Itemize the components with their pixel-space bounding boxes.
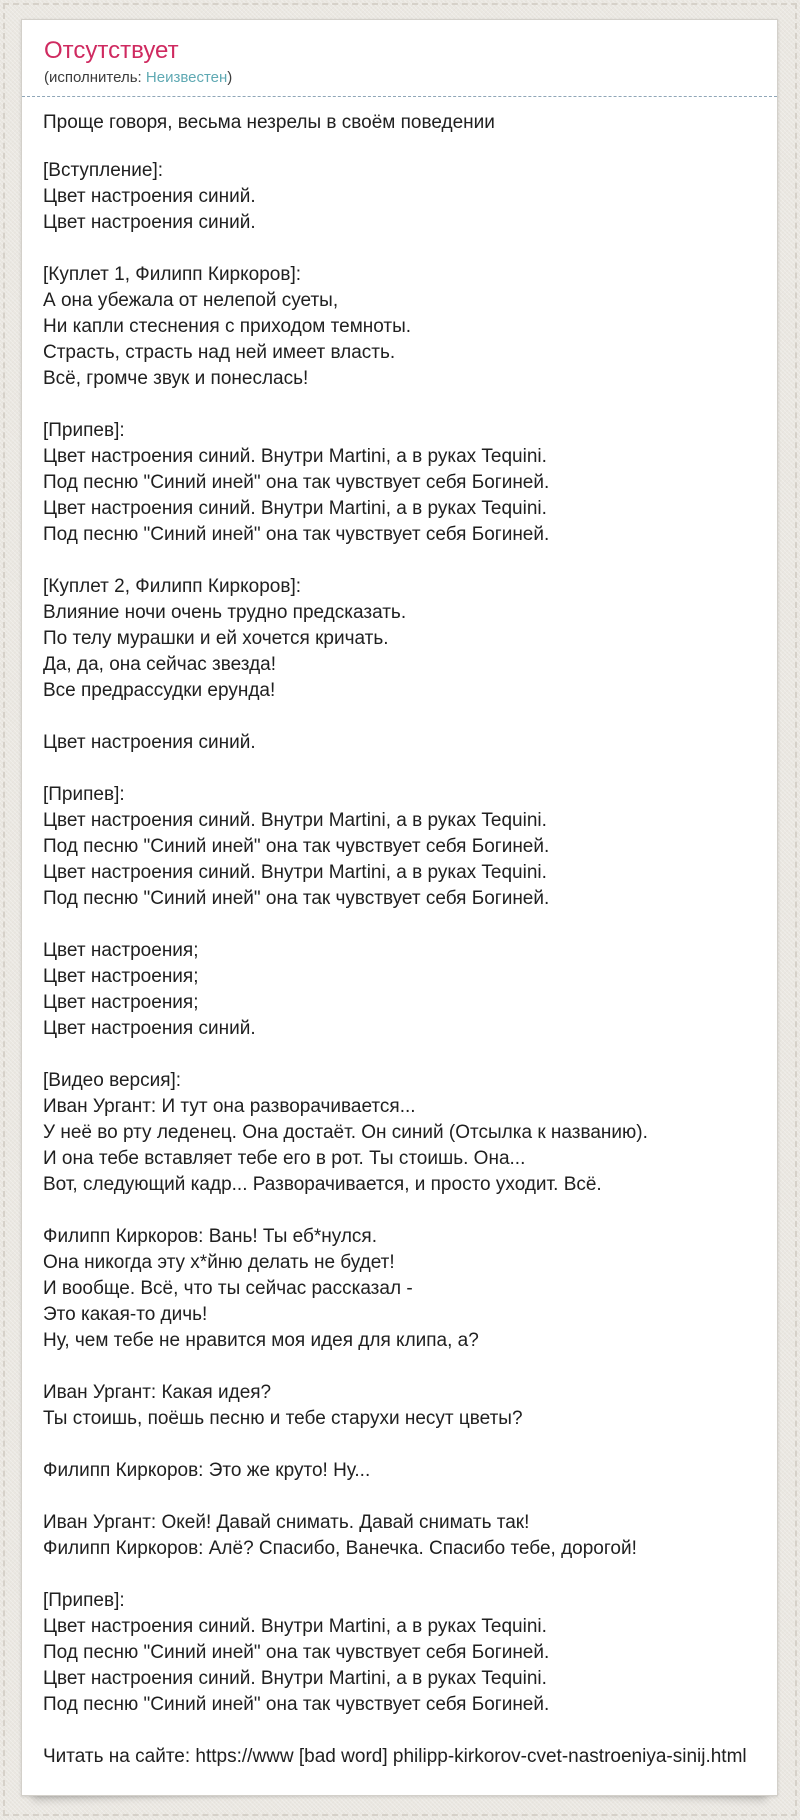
lyric-line bbox=[43, 236, 755, 262]
lyric-line bbox=[43, 1562, 755, 1588]
lyric-line: Ты стоишь, поёшь песню и тебе старухи несут цветы? bbox=[43, 1408, 523, 1429]
lyric-line: Цвет настроения; bbox=[43, 966, 199, 987]
lyric-line bbox=[43, 756, 755, 782]
section-label-line: [Припев]: bbox=[43, 784, 125, 805]
lyric-line: Все предрассудки ерунда! bbox=[43, 680, 276, 701]
lyric-line: Цвет настроения; bbox=[43, 940, 199, 961]
lyrics-intro-line: Проще говоря, весьма незрелы в своём поведении bbox=[43, 112, 495, 133]
lyric-line: Под песню "Синий иней" она так чувствует себя Богиней. bbox=[43, 1642, 550, 1663]
lyric-line: Цвет настроения синий. Внутри Martini, а в руках Tequini. bbox=[43, 446, 547, 467]
lyric-line: У неё во рту леденец. Она достаёт. Он синий (Отсылка к названию). bbox=[43, 1122, 648, 1143]
lyric-line bbox=[43, 1042, 755, 1068]
lyric-line: Это какая-то дичь! bbox=[43, 1304, 208, 1325]
lyric-line: Под песню "Синий иней" она так чувствует себя Богиней. bbox=[43, 524, 550, 545]
song-title: Отсутствует bbox=[44, 37, 179, 64]
lyric-line: Цвет настроения; bbox=[43, 992, 199, 1013]
lyric-line: Иван Ургант: Какая идея? bbox=[43, 1382, 272, 1403]
lyric-line: Цвет настроения синий. Внутри Martini, а в руках Tequini. bbox=[43, 498, 547, 519]
section-label-line: [Припев]: bbox=[43, 1590, 125, 1611]
lyric-line: Филипп Киркоров: Вань! Ты еб*нулся. bbox=[43, 1226, 377, 1247]
lyric-line: Под песню "Синий иней" она так чувствует себя Богиней. bbox=[43, 472, 550, 493]
lyric-line: Цвет настроения синий. Внутри Martini, а в руках Tequini. bbox=[43, 1668, 547, 1689]
section-label-line: [Видео версия]: bbox=[43, 1070, 182, 1091]
lyric-line: И вообще. Всё, что ты сейчас рассказал - bbox=[43, 1278, 413, 1299]
section-label-line: [Куплет 1, Филипп Киркоров]: bbox=[43, 264, 302, 285]
lyric-line: Иван Ургант: Окей! Давай снимать. Давай снимать так! bbox=[43, 1512, 530, 1533]
lyric-line bbox=[43, 1718, 755, 1744]
lyric-line: Филипп Киркоров: Это же круто! Ну... bbox=[43, 1460, 371, 1481]
lyric-line: Она никогда эту х*йню делать не будет! bbox=[43, 1252, 395, 1273]
lyric-line bbox=[43, 912, 755, 938]
lyric-line bbox=[43, 704, 755, 730]
lyric-line: Под песню "Синий иней" она так чувствует себя Богиней. bbox=[43, 836, 550, 857]
artist-link[interactable]: Неизвестен bbox=[145, 69, 228, 86]
lyric-line: Цвет настроения синий. Внутри Martini, а в руках Tequini. bbox=[43, 1616, 547, 1637]
lyric-line bbox=[43, 548, 755, 574]
section-label-line: [Припев]: bbox=[43, 420, 125, 441]
lyric-line bbox=[43, 1432, 755, 1458]
lyric-line: Под песню "Синий иней" она так чувствует себя Богиней. bbox=[43, 1694, 550, 1715]
section-label-line: [Вступление]: bbox=[43, 160, 164, 181]
lyric-line: Филипп Киркоров: Алё? Спасибо, Ванечка. Спасибо тебе, дорогой! bbox=[43, 1538, 637, 1559]
lyric-line: Цвет настроения синий. bbox=[43, 1018, 256, 1039]
lyric-line: Цвет настроения синий. bbox=[43, 186, 256, 207]
lyrics-text bbox=[22, 110, 777, 1770]
lyric-line bbox=[43, 1198, 755, 1224]
artist-line bbox=[44, 66, 755, 96]
lyric-line: Да, да, она сейчас звезда! bbox=[43, 654, 277, 675]
lyric-line: Вот, следующий кадр... Разворачивается, и просто уходит. Всё. bbox=[43, 1174, 602, 1195]
lyric-line: Ни капли стеснения с приходом темноты. bbox=[43, 316, 412, 337]
song-header bbox=[22, 20, 777, 97]
lyric-line bbox=[43, 1484, 755, 1510]
lyric-line: Цвет настроения синий. Внутри Martini, а в руках Tequini. bbox=[43, 810, 547, 831]
artist-label: (исполнитель: bbox=[44, 69, 142, 86]
lyric-line: Иван Ургант: И тут она разворачивается... bbox=[43, 1096, 416, 1117]
lyric-line: Цвет настроения синий. bbox=[43, 732, 256, 753]
lyric-line: И она тебе вставляет тебе его в рот. Ты стоишь. Она... bbox=[43, 1148, 526, 1169]
lyric-line: Всё, громче звук и понеслась! bbox=[43, 368, 309, 389]
lyric-line: А она убежала от нелепой суеты, bbox=[43, 290, 339, 311]
lyric-line: Ну, чем тебе не нравится моя идея для клипа, а? bbox=[43, 1330, 479, 1351]
lyric-line bbox=[43, 1354, 755, 1380]
lyric-line: Цвет настроения синий. bbox=[43, 212, 256, 233]
lyrics-block bbox=[43, 158, 755, 1744]
lyric-line bbox=[43, 392, 755, 418]
lyric-line: Влияние ночи очень трудно предсказать. bbox=[43, 602, 407, 623]
source-url-line: Читать на сайте: https://www [bad word] philipp-kirkorov-cvet-nastroeniya-sinij.html bbox=[43, 1746, 747, 1767]
lyric-line: Под песню "Синий иней" она так чувствует себя Богиней. bbox=[43, 888, 550, 909]
section-label-line: [Куплет 2, Филипп Киркоров]: bbox=[43, 576, 302, 597]
lyric-line: По телу мурашки и ей хочется кричать. bbox=[43, 628, 389, 649]
lyric-line: Страсть, страсть над ней имеет власть. bbox=[43, 342, 396, 363]
artist-close-paren: ) bbox=[227, 69, 233, 86]
lyric-line: Цвет настроения синий. Внутри Martini, а в руках Tequini. bbox=[43, 862, 547, 883]
lyrics-card bbox=[21, 19, 778, 1796]
